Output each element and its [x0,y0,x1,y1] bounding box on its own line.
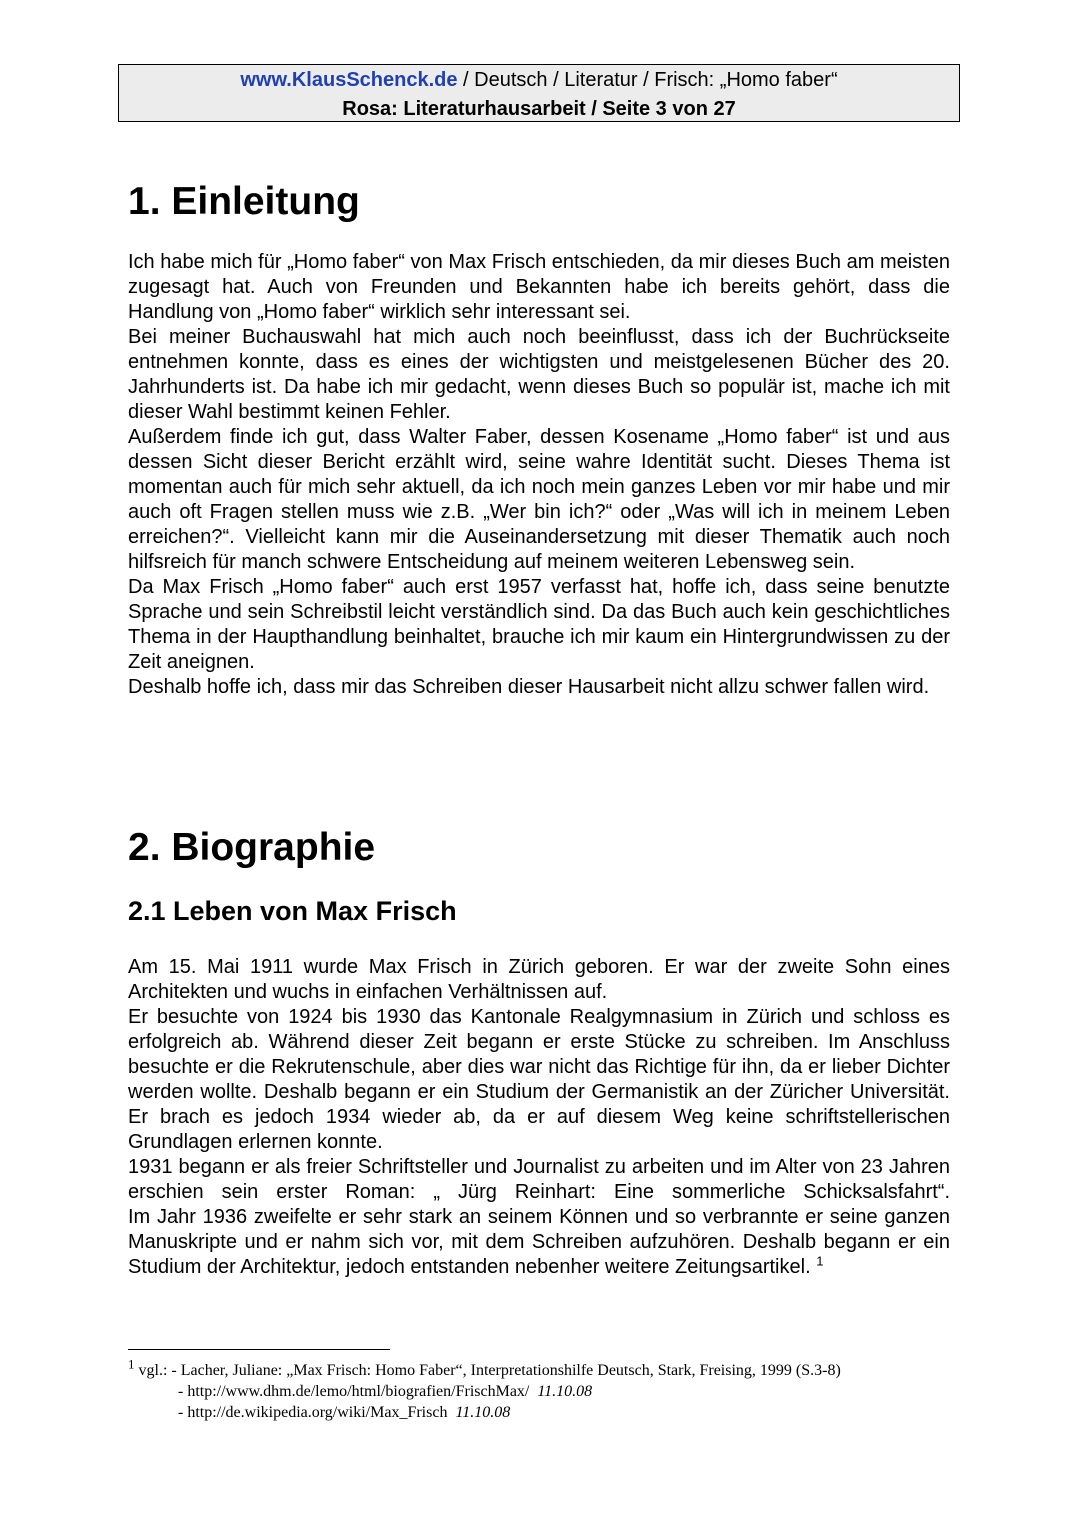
paragraph: Bei meiner Buchauswahl hat mich auch noch beeinflusst, dass ich der Buchrückseite entnehmen konnte, dass es eines der wichtigsten und meistgelesenen Bücher des 20. Jahrhunderts ist. Da habe ich mir gedacht, wenn dieses Buch so populär ist, mache ich mit dieser Wahl bestimmt keinen Fehler. [128,326,950,423]
footnote-date: 11.10.08 [537,1383,593,1400]
footnote-marker: 1 [128,1356,135,1372]
paragraph: Da Max Frisch „Homo faber“ auch erst 1957 verfasst hat, hoffe ich, dass seine benutzte Sprache und sein Schreibstil leicht verständlich sind. Da das Buch auch kein geschichtliches Thema in der Haupthandlung beinhaltet, brauche ich mir kaum ein Hintergrundwissen zu der Zeit aneignen. [128,576,950,673]
header-line-2: Rosa: Literaturhausarbeit / Seite 3 von 27 [342,98,736,120]
footnote-line-3 [128,1402,988,1423]
paragraph-text: Im Jahr 1936 zweifelte er sehr stark an seinem Können und so verbrannte er seine ganzen Manuskripte und er nahm sich vor, mit dem Schreiben aufzuhören. Deshalb begann er ein Studium der Architektur, jedoch entstanden nebenher weitere Zeitungsartikel. [128,1206,950,1278]
footnote-date: 11.10.08 [455,1404,511,1421]
page-header [118,64,960,122]
footnote-url[interactable]: - http://de.wikipedia.org/wiki/Max_Frisch [178,1404,448,1421]
biographie-body [128,955,950,1280]
subsection-title-leben: 2.1 Leben von Max Frisch [128,896,457,926]
paragraph: Ich habe mich für „Homo faber“ von Max Frisch entschieden, da mir dieses Buch am meisten zugesagt hat. Auch von Freunden und Bekannten habe ich bereits gehört, dass die Handlung von „Homo faber“ wirklich sehr interessant sei. [128,251,950,323]
footnote-line-2 [128,1381,988,1402]
paragraph: Er besuchte von 1924 bis 1930 das Kantonale Realgymnasium in Zürich und schloss es erfolgreich ab. Während dieser Zeit begann er erste Stücke zu schreiben. Im Anschluss besuchte er die Rekrutenschule, aber dies war nicht das Richtige für ihn, da er lieber Dichter werden wollte. Deshalb begann er ein Studium der Germanistik an der Züricher Universität. Er brach es jedoch 1934 wieder ab, da er auf diesem Weg keine schriftstellerischen Grundlagen erlernen konnte. [128,1006,950,1153]
einleitung-body [128,250,950,700]
site-link[interactable]: www.KlausSchenck.de [240,69,458,91]
footnote-reference[interactable]: 1 [816,1253,824,1269]
header-path: / Deutsch / Literatur / Frisch: „Homo faber“ [457,69,838,91]
section-title-biographie: 2. Biographie [128,826,376,869]
footnote-line-1 [128,1356,988,1381]
paragraph: Außerdem finde ich gut, dass Walter Faber, dessen Kosename „Homo faber“ ist und aus dessen Sicht dieser Bericht erzählt wird, seine wahre Identität sucht. Dieses Thema ist momentan auch für mich sehr aktuell, da ich noch mein ganzes Leben vor mir habe und mir auch oft Fragen stellen muss wie z.B. „Wer bin ich?“ oder „Was will ich in meinem Leben erreichen?“. Vielleicht kann mir die Auseinandersetzung mit dieser Thematik auch noch hilfsreich für manch schwere Entscheidung auf meinem weiteren Lebensweg sein. [128,426,950,573]
section-title-einleitung: 1. Einleitung [128,180,360,223]
paragraph: 1931 begann er als freier Schriftsteller und Journalist zu arbeiten und im Alter von 23 Jahren erschien sein erster Roman: „ Jürg Reinhart: Eine sommerliche Schicksalsfahrt“. [128,1156,950,1203]
footnote-divider [128,1349,390,1350]
footnote-url[interactable]: - http://www.dhm.de/lemo/html/biografien/FrischMax/ [178,1383,530,1400]
header-line-1 [119,66,959,95]
paragraph [128,1205,950,1280]
paragraph: Deshalb hoffe ich, dass mir das Schreiben dieser Hausarbeit nicht allzu schwer fallen wird. [128,676,930,698]
footnote-citation: vgl.: - Lacher, Juliane: „Max Frisch: Homo Faber“, Interpretationshilfe Deutsch, Stark, Freising, 1999 (S.3-8) [138,1362,841,1379]
footnote [128,1356,988,1423]
paragraph: Am 15. Mai 1911 wurde Max Frisch in Zürich geboren. Er war der zweite Sohn eines Architekten und wuchs in einfachen Verhältnissen auf. [128,956,950,1003]
